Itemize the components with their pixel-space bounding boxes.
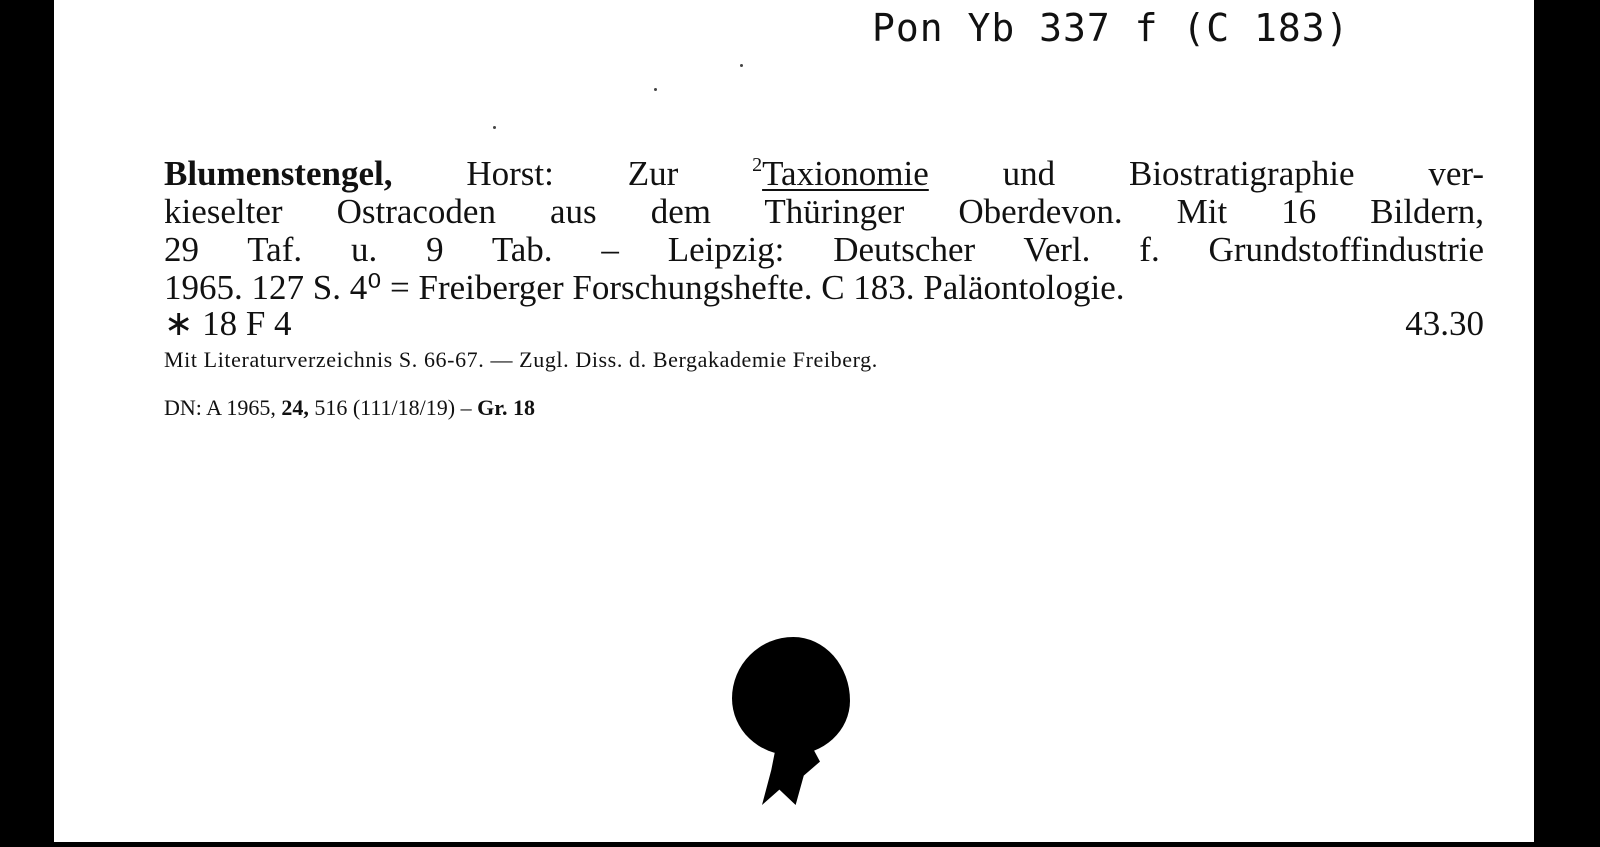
author-name: Blumenstengel,: [164, 154, 393, 193]
entry-line-3: 29 Taf. u. 9 Tab. – Leipzig: Deutscher Verl. f. Grundstoffindustrie: [164, 230, 1484, 269]
catalog-card: [54, 0, 1534, 842]
superscript-mark: 2: [752, 154, 763, 176]
dn-volume: 24,: [281, 395, 309, 420]
bibliography-note: Mit Literaturverzeichnis S. 66-67. — Zugl. Diss. d. Bergakademie Freiberg.: [164, 347, 878, 372]
call-number: Pon Yb 337 f (C 183): [872, 6, 1350, 50]
dn-group: Gr. 18: [477, 395, 535, 420]
dust-speck: [740, 64, 743, 67]
bibliographic-entry: [164, 146, 1484, 421]
title-part-2: und Biostratigraphie ver-: [928, 154, 1484, 193]
dn-prefix: DN: A 1965,: [164, 395, 282, 420]
dust-speck: [493, 126, 496, 129]
dust-speck: [654, 88, 657, 91]
underlined-term: Taxionomie: [762, 154, 929, 193]
dn-reference: [164, 395, 1484, 421]
classification-code: ∗ 18 F 4: [164, 304, 292, 343]
dn-page-code: 516 (111/18/19) –: [308, 395, 478, 420]
entry-line-2: kieselter Ostracoden aus dem Thüringer Oberdevon. Mit 16 Bildern,: [164, 192, 1484, 231]
title-part-1: Horst: Zur: [392, 154, 753, 193]
entry-line-4: 1965. 127 S. 4⁰ = Freiberger Forschungshefte. C 183. Paläontologie.: [164, 268, 1125, 307]
classification-price-row: [164, 304, 1484, 343]
price: 43.30: [1405, 304, 1484, 343]
entry-line-1: [164, 146, 1484, 193]
